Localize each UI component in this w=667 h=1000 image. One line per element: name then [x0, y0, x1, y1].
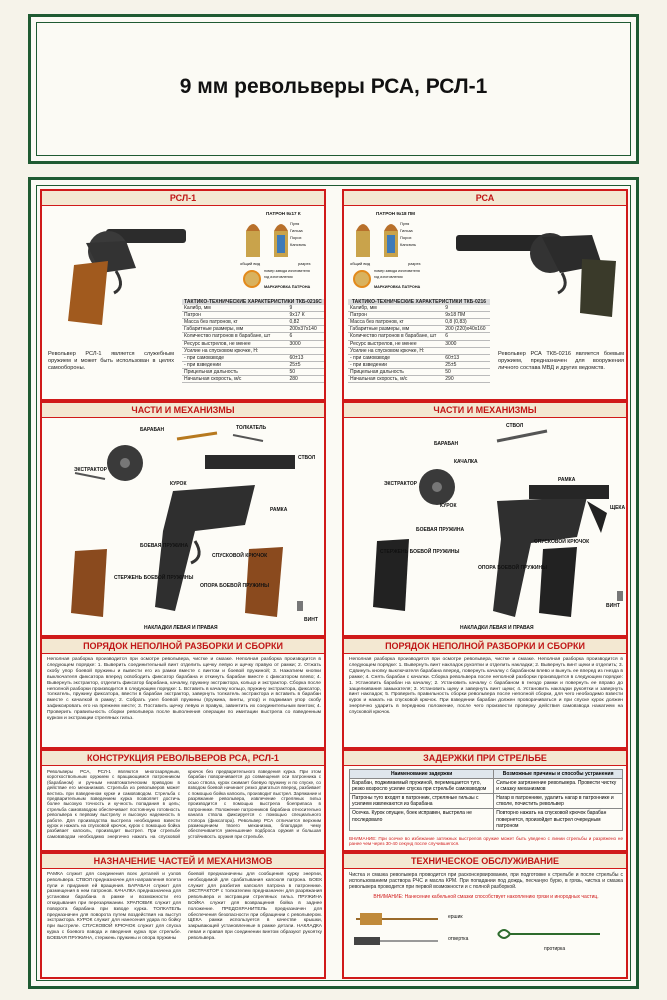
- part-label: БАРАБАН: [434, 441, 459, 447]
- rsl-caption: Револьвер РСЛ-1 является служебным оружием и может быть использован в целях самообороны.: [48, 351, 174, 371]
- part-label: КАЧАЛКА: [454, 459, 478, 465]
- table-row: Усилие на спусковом крючке, Н:: [182, 347, 324, 354]
- screwdriver-icon: [352, 934, 442, 948]
- rsa-spec-table: [348, 299, 490, 383]
- disassembly-header-right: ПОРЯДОК НЕПОЛНОЙ РАЗБОРКИ И СБОРКИ: [344, 639, 626, 654]
- disassembly-panel-left: [40, 637, 326, 749]
- construction-header: КОНСТРУКЦИЯ РЕВОЛЬВЕРОВ РСА, РСЛ-1: [42, 751, 324, 766]
- table-row: Барабан, поджимаемый пружиной, перемещается туго, резко возросло усилие спуска при стрельбе самовзводом Сильное загрязнение револьвера. Провести чистку и смазку механизмов: [350, 779, 623, 794]
- part-label: ВИНТ: [606, 603, 620, 609]
- table-row: Начальная скорость, м/с 280: [182, 376, 324, 383]
- cartridge-icon: [350, 217, 380, 261]
- cart-label: номер завода изготовителя: [264, 269, 310, 273]
- parts-header-right: ЧАСТИ И МЕХАНИЗМЫ: [344, 403, 626, 418]
- table-row: Количество патронов в барабане, шт 6: [348, 333, 490, 340]
- part-label: КУРОК: [440, 503, 457, 509]
- table-row: Патрон 9x17 К: [182, 312, 324, 319]
- delays-warning: ВНИМАНИЕ: При осечке во избежание затяжных выстрелов оружие может быть уведено с линии стрельбы и разряжено не ранее чем через 30-40 секунд после случившегося.: [349, 836, 623, 847]
- maintenance-text: Чистка и смазка револьвера проводится при расконсервировании, при подготовке к стрельбе и после стрельбы с использованием раствора РЧС и масла КРМ. При попадании под дождь, песчаную бурю, в грязь, чистка и смазка револьвера проводится при первой возможности и с полной разборкой.: [349, 872, 623, 890]
- cleaning-rod-icon: [494, 924, 604, 944]
- construction-panel: [40, 749, 326, 852]
- title-frame: [28, 14, 639, 164]
- parts-panel-right: [342, 401, 628, 637]
- rsa-cartridge: [348, 211, 434, 299]
- part-label: БОЕВАЯ ПРУЖИНА: [140, 543, 189, 549]
- parts-header-left: ЧАСТИ И МЕХАНИЗМЫ: [42, 403, 324, 418]
- purpose-panel: [40, 852, 326, 979]
- exploded-view-rsl: [45, 421, 325, 631]
- delays-header: ЗАДЕРЖКИ ПРИ СТРЕЛЬБЕ: [344, 751, 626, 766]
- page-title: 9 мм револьверы РСА, РСЛ-1: [179, 75, 488, 98]
- cart-label: МАРКИРОВКА ПАТРОНА: [264, 285, 311, 289]
- table-row: - при самовзводе 60±13: [182, 354, 324, 361]
- part-label: СТВОЛ: [506, 423, 524, 429]
- table-row: Прицельная дальность 50: [182, 368, 324, 375]
- part-label: СПУСКОВОЙ КРЮЧОК: [534, 539, 590, 545]
- cart-label: Пуля: [400, 221, 410, 226]
- table-row: Осечка. Курок опущен, боек исправен, выстрела не последовало Повторно нажать на спусковой крючок барабан повернется, произойдет выстрел очередным патроном: [350, 809, 623, 830]
- disassembly-text-left: Неполная разборка производится при осмотре револьвера, чистке и смазке. Неполная разборка производится в следующем порядке: 1. Выверить соединительный винт отделить щечку левую и щечку правую от рамки; 2. Отжать скобу упор боевой пружины и вывести его из рамки вместе с винтом и боевой пружиной; 3. Нажатием кнопки выключателя фиксатора вперед освободить фиксатор барабана и откинуть барабан вместе с фиксатором влево; 4. Вывернуть экстрактор, отделить фиксатор барабана, качалку, пружину экстрактора, кольцо и экстрактор. Сборка после неполной разборки производится в следующем порядке: 1. Вставить в качалку кольцо, пружину экстрактора, фиксатор, толкатель, пружину фиксатора, ввести в барабан экстрактор, завернуть толкатель экстрактора и вставить в барабан вместе с качалкой в рамку; 2. Собрать узел боевой пружины (пружина, винты, упор) и поджимая упор скобу зафиксировать его на прежнем месте; 3. Поставить щечку левую и правую, завинтить их соединительным винтом; 4. Проверить правильность сборки револьвера после выполнения операции по имитации выстрела со взведенным курком и экстракции стреляных гильз.: [47, 657, 321, 722]
- part-label: СТВОЛ: [298, 455, 316, 461]
- rsa-header: РСА: [344, 191, 626, 206]
- rsl-panel: [40, 189, 326, 401]
- rsl-header: РСЛ-1: [42, 191, 324, 206]
- rsa-spec-rows: [348, 305, 490, 383]
- rsl-spec-rows: [182, 305, 324, 383]
- table-row: Количество патронов в барабане, шт 6: [182, 333, 324, 340]
- cart-label: Гильза: [400, 228, 413, 233]
- cart-label: разрез: [408, 261, 421, 266]
- parts-panel-left: [40, 401, 326, 637]
- maintenance-warning: ВНИМАНИЕ: Нанесение кабельной смазки способствует накоплению грязи и инородных частиц.: [373, 894, 599, 900]
- delays-table: [349, 769, 623, 831]
- tool-label-screwdriver: отвертка: [448, 936, 469, 942]
- table-row: Ресурс выстрелов, не менее 3000: [348, 340, 490, 347]
- cart-label: общий вид: [350, 261, 371, 266]
- rsa-cart-title: ПАТРОН 9х18 ПМ: [376, 211, 415, 216]
- table-header-row: Наименование задержки Возможные причины и способы устранения: [350, 770, 623, 779]
- table-row: Усилие на спусковом крючке, Н:: [348, 347, 490, 354]
- rsl-cart-title: ПАТРОН 9х17 К: [266, 211, 301, 216]
- maintenance-header: ТЕХНИЧЕСКОЕ ОБСЛУЖИВАНИЕ: [344, 854, 626, 869]
- cart-label: Гильза: [290, 228, 303, 233]
- part-label: СТЕРЖЕНЬ БОЕВОЙ ПРУЖИНЫ: [380, 549, 460, 555]
- rsl-revolver-image: [46, 213, 196, 333]
- brush-icon: [352, 910, 442, 928]
- cart-label: год изготовления: [374, 275, 403, 279]
- table-row: Прицельная дальность 50: [348, 368, 490, 375]
- cartridge-base-icon: [352, 269, 372, 289]
- cartridge-icon: [240, 217, 270, 261]
- cart-label: общий вид: [240, 261, 261, 266]
- part-label: ЭКСТРАКТОР: [384, 481, 417, 487]
- cart-label: разрез: [298, 261, 311, 266]
- part-label: КУРОК: [170, 481, 187, 487]
- exploded-view-rsa: [347, 421, 627, 631]
- disassembly-text-right: Неполная разборка производится при осмотре револьвера, чистке и смазке. Неполная разборка производится в следующем порядке: 1. Вывернуть винт накладок рукоятки и отделить накладки; 2. Вывернуть винт щеки и отделить; 3. Сдвинуть кнопку выключателя барабана вперед, повернуть качалку с барабаном влево и вынуть ее вперед из гнезда в рамке; 4. Снять барабан с качалки. Сборка револьвера после неполной разборки производится в следующем порядке: 1. Установить барабан на качалку; 2. Установить качалку с барабаном в гнездо рамки и повернуть ее вправо до защелкивания замыкателя; 3. Установить щеку и завернуть винт щеки; 4. Установить накладки рукоятки и завернуть винт накладок; 5. Проверить правильность сборки револьвера после неполной сборки, для чего необходимо взвести курок и нажать на спусковой крючок. При взведении барабан должен проворачиваться и при спуске курок должен энергично ударить в переднюю положение, после чего произвести проверку действия самовзвода нажатием на спусковой крючок.: [349, 657, 623, 716]
- purpose-text-left: РАМКА служит для соединения всех деталей и узлов револьвера. СТВОЛ предназначен для направления полета пули и придания ей вращения. БАРАБАН служит для размещения в нем патронов. КАЧАЛКА предназначена для установки барабана в рамке и возможности его откидывания при перезаряжании. ХРАПОВИК служит для поворота барабана при взводе курка. ТОЛКАТЕЛЬ предназначен для поворота путем воздействия на выступ экстрактора. КУРОК служит для нанесения удара по бойку при выстреле. СПУСКОВОЙ КРЮЧОК служит для спуска курка с боевого взвода и введения курка при стрельбе. БОЕВАЯ ПРУЖИНА, стержень пружины и опора пружины: [47, 872, 181, 941]
- part-label: РАМКА: [270, 507, 288, 513]
- part-label: СТЕРЖЕНЬ БОЕВОЙ ПРУЖИНЫ: [114, 575, 194, 581]
- rsl-cartridge: [238, 211, 324, 299]
- rsa-panel: [342, 189, 628, 401]
- table-row: - при взведении 25±5: [348, 361, 490, 368]
- rsa-spec-header: ТАКТИКО-ТЕХНИЧЕСКИЕ ХАРАКТЕРИСТИКИ ТКБ-0216: [348, 299, 490, 305]
- table-row: Габаритные размеры, мм 200 (220)x40x160: [348, 326, 490, 333]
- cart-label: Капсюль: [290, 242, 307, 247]
- cart-label: Порох: [290, 235, 302, 240]
- table-row: Масса без патронов, кг 0,8 (0,83): [348, 319, 490, 326]
- table-row: Калибр, мм 9: [348, 305, 490, 312]
- rsl-spec-table: [182, 299, 324, 383]
- rsl-spec-header: ТАКТИКО-ТЕХНИЧЕСКИЕ ХАРАКТЕРИСТИКИ ТКБ-0216С: [182, 299, 324, 305]
- cartridge-base-icon: [242, 269, 262, 289]
- table-row: Патроны туго входят в патронник, стреляные гильзы с усилием извлекаются из барабана Нагар в патроннике, удалить нагар в патроннике и стволе, почистить револьвер: [350, 794, 623, 809]
- table-row: Габаритные размеры, мм 200x37x140: [182, 326, 324, 333]
- table-row: - при взведении 25±5: [182, 361, 324, 368]
- cart-label: год изготовления: [264, 275, 293, 279]
- disassembly-header-left: ПОРЯДОК НЕПОЛНОЙ РАЗБОРКИ И СБОРКИ: [42, 639, 324, 654]
- purpose-text-right: боевой предназначены для сообщения курку энергии, необходимой для срабатывания капсюля патрона. БОЕК служит для разбития капсюля патрона в патроннике. ЭКСТРАКТОР с толкателем предназначен для разряжания револьвера и экстракции стреляных гильз. ПРУЖИНА БОЙКА служит для возвращения бойка в заднее положение. ПРЕДОХРАНИТЕЛЬ предназначен для обеспечения безопасности при обращении с револьвером. ЩЕКА рамки используется в качестве крышки, закрывающей установленные в рамке детали. НАКЛАДКА левая и правая при соединении винтом образуют рукоятку револьвера.: [188, 872, 322, 941]
- part-label: ЩЕКА: [610, 505, 626, 511]
- cart-label: Порох: [400, 235, 412, 240]
- part-label: ОПОРА БОЕВОЙ ПРУЖИНЫ: [200, 583, 270, 589]
- part-label: БОЕВАЯ ПРУЖИНА: [416, 527, 465, 533]
- part-label: СПУСКОВОЙ КРЮЧОК: [212, 553, 268, 559]
- cart-label: Пуля: [290, 221, 300, 226]
- part-label: НАКЛАДКИ ЛЕВАЯ И ПРАВАЯ: [460, 625, 534, 631]
- disassembly-panel-right: [342, 637, 628, 749]
- purpose-header: НАЗНАЧЕНИЕ ЧАСТЕЙ И МЕХАНИЗМОВ: [42, 854, 324, 869]
- table-row: Масса без патронов, кг 0,82: [182, 319, 324, 326]
- maintenance-panel: [342, 852, 628, 979]
- part-label: ТОЛКАТЕЛЬ: [236, 425, 267, 431]
- cart-label: МАРКИРОВКА ПАТРОНА: [374, 285, 421, 289]
- part-label: ЭКСТРАКТОР: [74, 467, 107, 473]
- table-row: Калибр, мм 9: [182, 305, 324, 312]
- rsa-caption: Револьвер РСА ТКБ-0216 является боевым оружием, предназначен для вооружения личного состава МВД и других ведомств.: [498, 351, 624, 371]
- part-label: БАРАБАН: [140, 427, 165, 433]
- part-label: НАКЛАДКИ ЛЕВАЯ И ПРАВАЯ: [144, 625, 218, 631]
- part-label: РАМКА: [558, 477, 576, 483]
- tool-label-rod: протирка: [544, 946, 566, 952]
- table-row: Патрон 9x18 ПМ: [348, 312, 490, 319]
- table-row: - при самовзводе 60±13: [348, 354, 490, 361]
- table-row: Начальная скорость, м/с 290: [348, 376, 490, 383]
- part-label: ВИНТ: [304, 617, 318, 623]
- part-label: ОПОРА БОЕВОЙ ПРУЖИНЫ: [478, 565, 548, 571]
- delays-panel: [342, 749, 628, 852]
- cart-label: номер завода изготовителя: [374, 269, 420, 273]
- tool-label-brush: ершик: [448, 914, 463, 920]
- construction-text: Револьверы РСА, РСЛ-1 являются многозарядным, короткоствольным оружием с вращающимся патронником (барабаном) и ручным неавтоматическим приводом в действие его механизмов. Стрельба из револьверов может вестись при взведенном курке и самовзводом. Стрельба с предварительным взведением курка позволяет достичь более высокую точность и кучность попадания в цель; стрельба самовзводом обеспечивает постоянную готовность револьвера к первому выстрелу и высокую надежность в работе. Для производства выстрела необходимо взвести курок и нажать на спусковой крючок, курок с помощью бойка разбивает капсюль, производит выстрел. При стрельбе самовзводом необходимо энергично нажать на спусковой крючок без предварительного взведения курка. При этом барабан поворачивается до совмещения оси патронника с осью ствола, курок сжимает боевую пружину и по спуске, со взводом боевой начинает резко двигаться вперед, разбивает с помощью бойка капсюль, производит выстрел. Заряжание и разряжание револьвера, извлечение стреляных гильз производится с помощью выстрела боеприпаса в патроннике. Положение патронников барабана относительно канала ствола фиксируется с помощью специального стопора (фиксатора). Револьвер РСА отличается верхним размещением твоего механизма, благодаря чему обеспечивается уменьшение подброса оружия и большая устойчивость оружия при стрельбе.: [47, 769, 321, 839]
- main-frame: [28, 177, 639, 989]
- cart-label: Капсюль: [400, 242, 417, 247]
- table-row: Ресурс выстрелов, не менее 3000: [182, 340, 324, 347]
